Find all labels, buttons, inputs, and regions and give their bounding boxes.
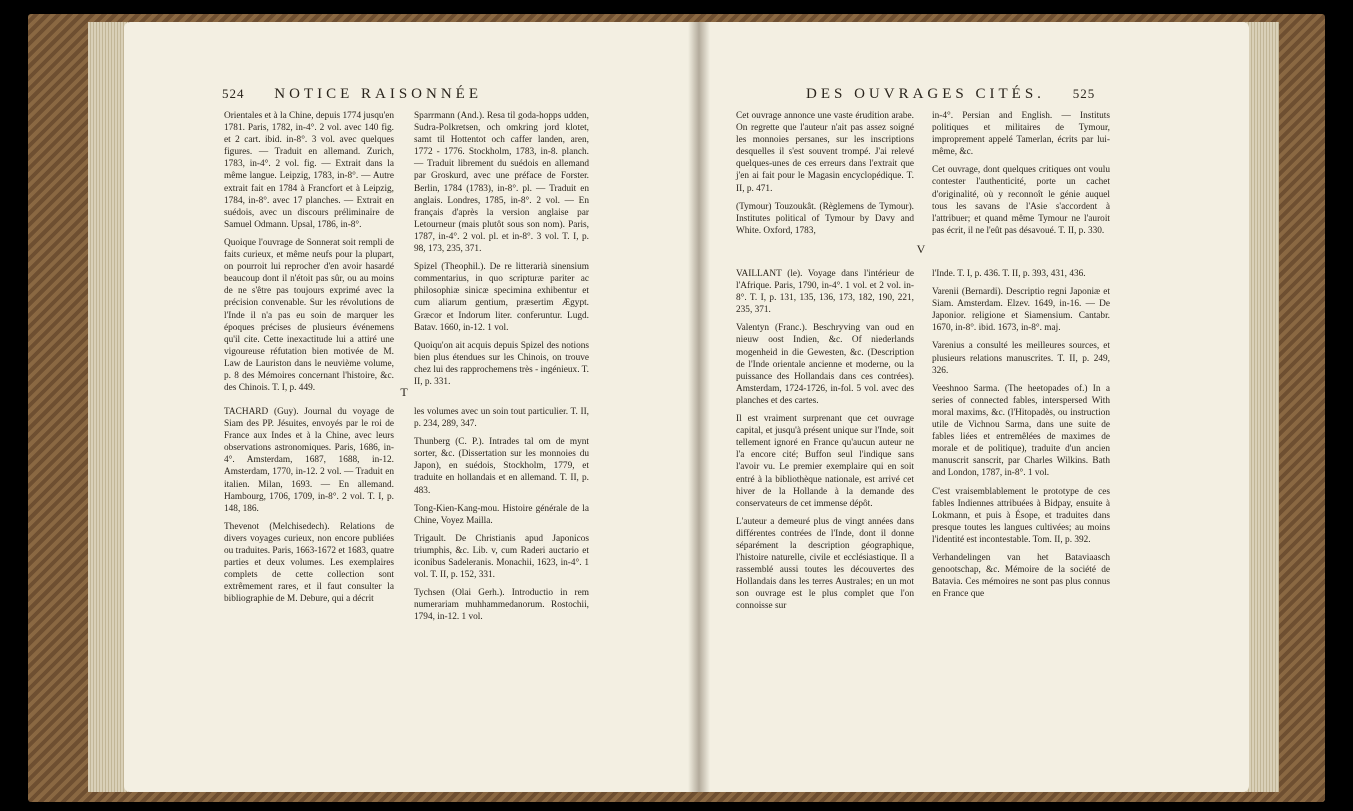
left-page-number: 524 — [222, 86, 245, 101]
paragraph: in-4°. Persian and English. — Instituts politiques et militaires de Tymour, improprement appelé Tamerlan, écrits par lui-même, &c. — [932, 111, 1110, 158]
paragraph: Tong-Kien-Kang-mou. Histoire générale de la Chine, Voyez Mailla. — [414, 503, 589, 526]
paragraph: Cet ouvrage, dont quelques critiques ont voulu contester l'authenticité, porte un cachet d'originalité, où y reconnoît le génie auquel tous les savans de l'Asie s'accordent à l'attribuer; et quand même Tymour ne l'auroit pas écrit, il ne l'eût pas désavoué. T. II, p. 330. — [932, 165, 1110, 236]
paragraph: Sparrmann (And.). Resa til goda-hopps udden, Sudra-Polkretsen, och omkring jord klotet, samt til Hottentot och caffer landen, aren, 1772 - 1776. Stockholm, 1783, in-8. planch. — Traduit librement du suédois en allemand par Groskurd, avec une préface de Forster. Berlin, 1784 (1783), in-8°. pl. — Traduit en anglais. Londres, 1785, in-8°. 2 vol. — En français d'après la version anglaise par Letourneur (mais plutôt sous son nom). Paris, 1787, in-4°. 2 vol. pl. et in-8°. 3 vol. T. I, p. 98, 173, 235, 371. — [414, 111, 589, 255]
book-spread — [28, 14, 1325, 802]
paragraph: l'Inde. T. I, p. 436. T. II, p. 393, 431, 436. — [932, 269, 1086, 279]
right-col-2 — [932, 110, 1110, 243]
section-letter-v: V — [916, 242, 926, 256]
paragraph: Il est vraiment surprenant que cet ouvrage capital, et jusqu'à présent unique sur l'Inde, soit tellement ignoré en France qu'aucun auteur ne l'a encore cité; Buffon seul l'indique sans l'avoir vu. Le premier exemplaire qui en soit entré à la bibliothèque nationale, est arrivé cet hiver de la Hollande à la demande des conservateurs de cet immense dépôt. — [736, 414, 914, 509]
paragraph: Verhandelingen van het Bataviaasch genootschap, &c. Mémoire de la société de Batavia. Ces mémoires ne sont pas plus connus en France que — [932, 552, 1110, 600]
section-letter-t: T — [400, 385, 408, 399]
left-page-edges — [88, 22, 128, 792]
left-col-1 — [224, 110, 394, 400]
paragraph: Thevenot (Melchisedech). Relations de divers voyages curieux, non encore publiées ou traduites. Paris, 1663-1672 et 1683, quatre parties et deux volumes. Les exemplaires complets de cette collection sont extrêmement rares, et il faut consulter la bibliographie de M. Debure, qui a décrit — [224, 521, 394, 605]
paragraph: L'auteur a demeuré plus de vingt années dans différentes contrées de l'Inde, dont il donne séparément la description géographique, l'histoire naturelle, civile et ecclésiastique. Il a rassemblé aussi toutes les découvertes des Hollandais dans les terres Australes; en un mot son ouvrage est le plus complet que l'on connoisse sur — [736, 516, 914, 612]
paragraph: Spizel (Theophil.). De re litterarià sinensium commentarius, in quo scripturæ pariter ac philosophiæ sinicæ specimina exhibentur et cum aliarum gentium, præsertim Ægypt. Græcor et Indorum liter. conferuntur. Lugd. Batav. 1660, in-12. 1 vol. — [414, 262, 589, 333]
paragraph: Varenii (Bernardi). Descriptio regni Japoniæ et Siam. Amsterdam. Elzev. 1649, in-16. — De Japonior. religione et Siamensium. Cantabr. 1670, in-8°. ibid. 1673, in-8°. maj. — [932, 287, 1110, 334]
right-running-title: DES OUVRAGES CITÉS. — [806, 86, 1045, 102]
paragraph: (Tymour) Touzoukât. (Règlemens de Tymour). Institutes political of Tymour by Davy and White. Oxford, 1783, — [736, 201, 914, 236]
right-page-number: 525 — [1072, 86, 1096, 101]
left-running-head — [222, 86, 482, 103]
right-col-3 — [736, 268, 914, 619]
paragraph: Veeshnoo Sarma. (The heetopades of.) In a series of connected fables, interspersed With moral maxims, &c. (l'Hitopadès, ou instruction utile de Vichnou Sarma, dans une suite de fables liées et entremêlées de maximes de morale et de politique), traduite d'un ancien manuscrit sanscrit, par Charles Wilkins. Bath and London, 1787, in-8°. 1 vol. — [932, 383, 1110, 479]
paragraph: TACHARD (Guy). Journal du voyage de Siam des PP. Jésuites, envoyés par le roi de France aux Indes et à la Chine, avec leurs observations astronomiques. Paris, 1686, in-4°. Amsterdam, 1687, 1688, in-12. Amsterdam, 1770, in-12. 2 vol. — Traduit en italien. Milan, 1693. — En allemand. Hambourg, 1706, 1709, in-8°. 2 vol. T. I, p. 148, 186. — [224, 407, 394, 514]
paragraph: Varenius a consulté les meilleures sources, et plusieurs relations manuscrites. T. II, p. 249, 326. — [932, 341, 1110, 376]
paragraph: Thunberg (C. P.). Intrades tal om de mynt sorter, &c. (Dissertation sur les monnoies du Japon), en suédois, Stockholm, 1779, et traduite en hollandais et en allemand. T. II, p. 483. — [414, 437, 589, 496]
paragraph: Cet ouvrage annonce une vaste érudition arabe. On regrette que l'auteur n'ait pas assez soigné les monnoies persanes, sur les inscriptions desquelles il s'est souvent trompé. J'ai relevé quelques-unes de ces erreurs dans l'extrait que j'en ai fait pour le Magasin encyclopédique. T. II, p. 471. — [736, 111, 914, 194]
paragraph: Valentyn (Franc.). Beschryving van oud en nieuw oost Indien, &c. Of niederlands mogenheid in die Gewesten, &c. (Description de l'Inde orientale ancienne et moderne, ou la puissance des Hollandais dans ces contrées). Amsterdam, 1724-1726, in-fol. 5 vol. avec des planches et des cartes. — [736, 323, 914, 406]
paragraph: les volumes avec un soin tout particulier. T. II, p. 234, 289, 347. — [414, 407, 589, 430]
paragraph: C'est vraisemblablement le prototype de ces fables Indiennes attribuées à Bidpay, ensuite à Lokmann, et puis à Ésope, et traduites dans presque toutes les langues cultivées; au moins l'identité est incontestable. Tom. II, p. 392. — [932, 486, 1110, 545]
right-col-4 — [932, 268, 1110, 606]
paragraph: Trigault. De Christianis apud Japonicos triumphis, &c. Lib. v, cum Raderi auctario et iconibus Sadeleranis. Monachii, 1623, in-4°. 1 vol. T. II, p. 152, 331. — [414, 533, 589, 581]
book-gutter — [688, 22, 710, 792]
paragraph: VAILLANT (le). Voyage dans l'intérieur de l'Afrique. Paris, 1790, in-4°. 1 vol. et 2 vol. in-8°. T. I, p. 131, 135, 136, 173, 182, 190, 221, 235, 371. — [736, 269, 914, 316]
paragraph: Orientales et à la Chine, depuis 1774 jusqu'en 1781. Paris, 1782, in-4°. 2 vol. avec 140 fig. et 2 cart. ibid. in-8°. 3 vol. avec quelques figures. — Traduit en allemand. Zurich, 1783, in-4°. 2 vol. fig. — Extrait dans la même langue. Leipzig, 1783, in-8°. — Autre extrait fait en 1784 à Francfort et à Leipzig, 1784, in-8°. avec 17 planches. — Extrait en suédois, avec un discours préliminaire de Samuel Odmann. Upsal, 1786, in-8°. — [224, 111, 395, 230]
right-running-head — [806, 86, 1095, 103]
right-col-1 — [736, 110, 914, 243]
paragraph: Tychsen (Olai Gerh.). Introductio in rem numerariam muhhammedanorum. Rostochii, 1794, in-12. 1 vol. — [414, 588, 589, 623]
left-running-title: NOTICE RAISONNÉE — [274, 86, 482, 102]
paragraph: Quoiqu'on ait acquis depuis Spizel des notions bien plus étendues sur les Chinois, on trouve chez lui des rapprochemens très - ingénieux. T. II, p. 331. — [414, 340, 589, 387]
left-col-4 — [414, 406, 589, 630]
paragraph: Quoique l'ouvrage de Sonnerat soit rempli de faits curieux, et même neufs pour la plupart, on pourroit lui reprocher d'en avoir hasardé beaucoup dont il n'étoit pas sûr, ou au moins de ne s'être pas toujours exprimé avec la précision convenable. Sur les révolutions de l'Inde il n'a pas eu soin de marquer les époques précises de plusieurs événemens qu'il cite. Cette inexactitude lui a attiré une vigoureuse réfutation bien motivée de M. Law de Lauriston dans le neuvième volume, p. 8 des Mémoires concernant l'histoire, &c. des Chinois. T. I, p. 449. — [224, 237, 394, 394]
right-page — [684, 22, 1249, 792]
left-page — [124, 22, 696, 792]
left-col-3 — [224, 406, 394, 612]
left-col-2 — [414, 110, 589, 394]
